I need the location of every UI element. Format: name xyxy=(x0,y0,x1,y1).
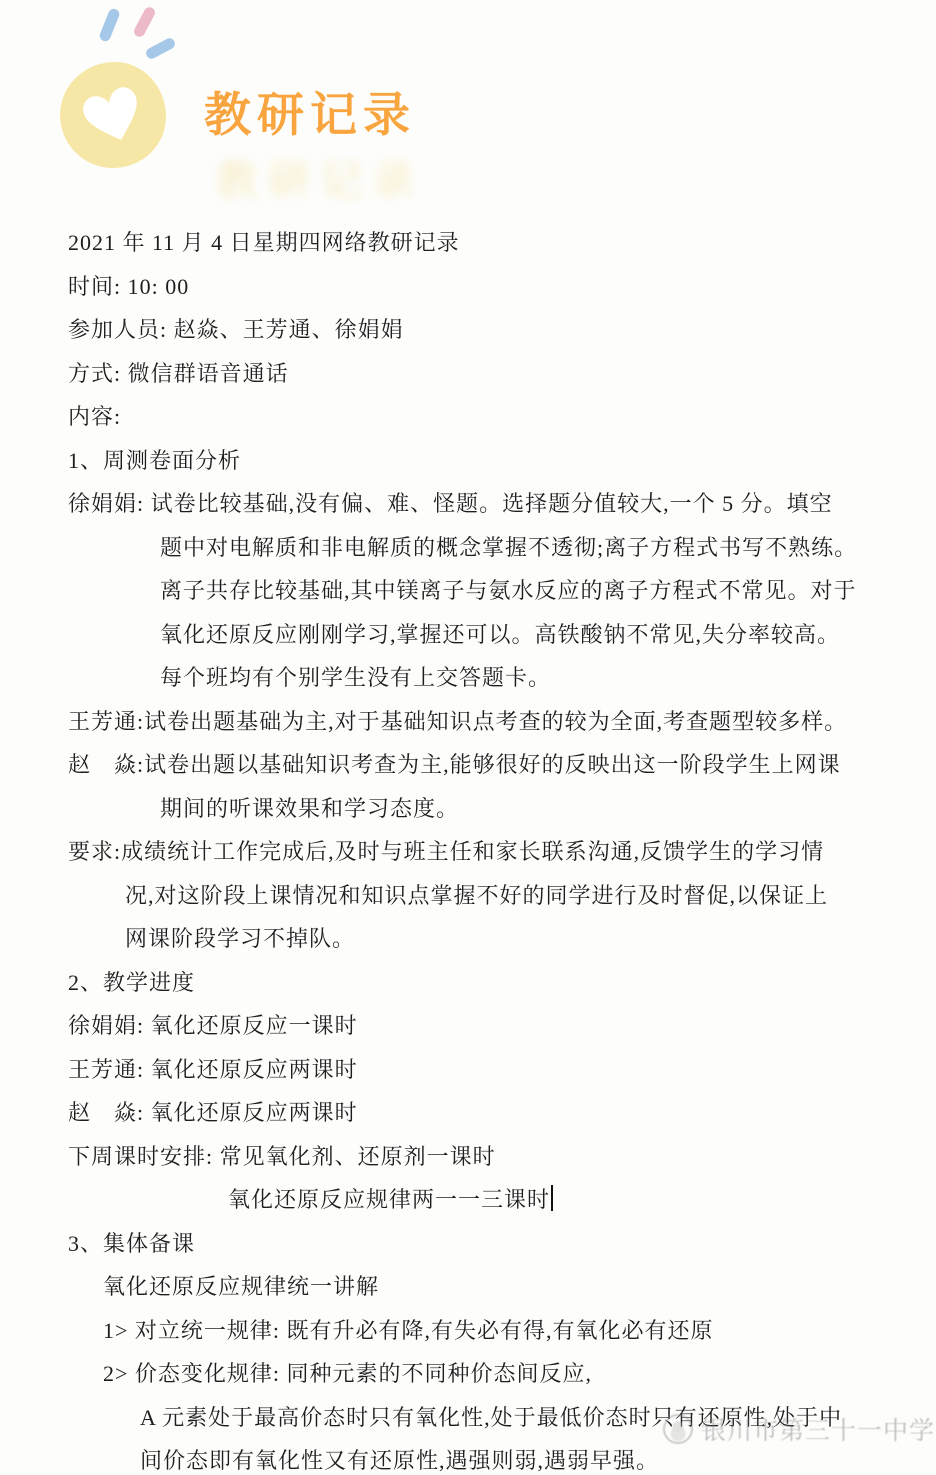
text-line: 1> 对立统一规律: 既有升必有降,有失必有得,有氧化必有还原 xyxy=(103,1317,714,1343)
text-line: 王芳通:试卷出题基础为主,对于基础知识点考查的较为全面,考查题型较多样。 xyxy=(68,708,848,734)
text-line: 每个班均有个别学生没有上交答题卡。 xyxy=(160,665,552,690)
text-line: 参加人员: 赵焱、王芳通、徐娟娟 xyxy=(68,317,404,342)
text-line: 氧化还原反应规律统一讲解 xyxy=(103,1274,380,1299)
heart-icon xyxy=(75,78,152,152)
text-line: 2021 年 11 月 4 日星期四网络教研记录 xyxy=(68,230,460,255)
text-line: 赵 焱:试卷出题以基础知识考查为主,能够很好的反映出这一阶段学生上网课 xyxy=(68,752,841,777)
text-line: 氧化还原反应刚刚学习,掌握还可以。高铁酸钠不常见,失分率较高。 xyxy=(160,621,841,647)
heart-badge xyxy=(60,62,166,168)
text-line: 方式: 微信群语音通话 xyxy=(68,360,289,386)
text-line: 赵 焱: 氧化还原反应两课时 xyxy=(68,1100,358,1125)
text-line: 徐娟娟: 试卷比较基础,没有偏、难、怪题。选择题分值较大,一个 5 分。填空 xyxy=(68,491,833,516)
page-title-shadow: 教研记录 xyxy=(216,157,425,204)
text-line: 2、教学进度 xyxy=(68,969,196,995)
text-line: 1、周测卷面分析 xyxy=(68,447,242,473)
text-line: 内容: xyxy=(68,404,122,429)
document-body xyxy=(68,221,928,1475)
text-line: 离子共存比较基础,其中镁离子与氨水反应的离子方程式不常见。对于 xyxy=(160,578,857,603)
watermark-text: 银川市第三十一中学 xyxy=(701,1417,936,1445)
text-line: 氧化还原反应规律两一一三课时 xyxy=(68,1178,928,1222)
watermark xyxy=(663,1411,935,1447)
sparkle-line-icon xyxy=(144,36,177,60)
text-line: 下周课时安排: 常见氧化剂、还原剂一课时 xyxy=(68,1143,496,1169)
text-line: 王芳通: 氧化还原反应两课时 xyxy=(68,1056,358,1082)
sparkle-line-icon xyxy=(98,7,121,43)
text-line: 期间的听课效果和学习态度。 xyxy=(160,795,460,821)
text-line: 况,对这阶段上课情况和知识点掌握不好的同学进行及时督促,以保证上 xyxy=(125,882,829,908)
sparkle-line-icon xyxy=(132,5,157,38)
header-banner xyxy=(0,0,936,210)
text-line: 要求:成绩统计工作完成后,及时与班主任和家长联系沟通,反馈学生的学习情 xyxy=(68,839,825,864)
text-line: 徐娟娟: 氧化还原反应一课时 xyxy=(68,1013,358,1038)
text-line: 网课阶段学习不掉队。 xyxy=(125,926,356,951)
text-line: 间价态即有氧化性又有还原性,遇强则弱,遇弱早强。 xyxy=(140,1448,660,1473)
page-title: 教研记录 xyxy=(204,88,416,141)
school-emblem-icon xyxy=(663,1414,693,1444)
text-line: 题中对电解质和非电解质的概念掌握不透彻;离子方程式书写不熟练。 xyxy=(160,534,858,560)
text-line: 3、集体备课 xyxy=(68,1230,196,1256)
text-line: 2> 价态变化规律: 同种元素的不同种价态间反应, xyxy=(103,1361,593,1386)
text-line: 时间: 10: 00 xyxy=(68,273,190,299)
text-line: A 元素处于最高价态时只有氧化性,处于最低价态时只有还原性,处于中 xyxy=(140,1404,843,1430)
text-cursor[interactable] xyxy=(551,1185,553,1211)
